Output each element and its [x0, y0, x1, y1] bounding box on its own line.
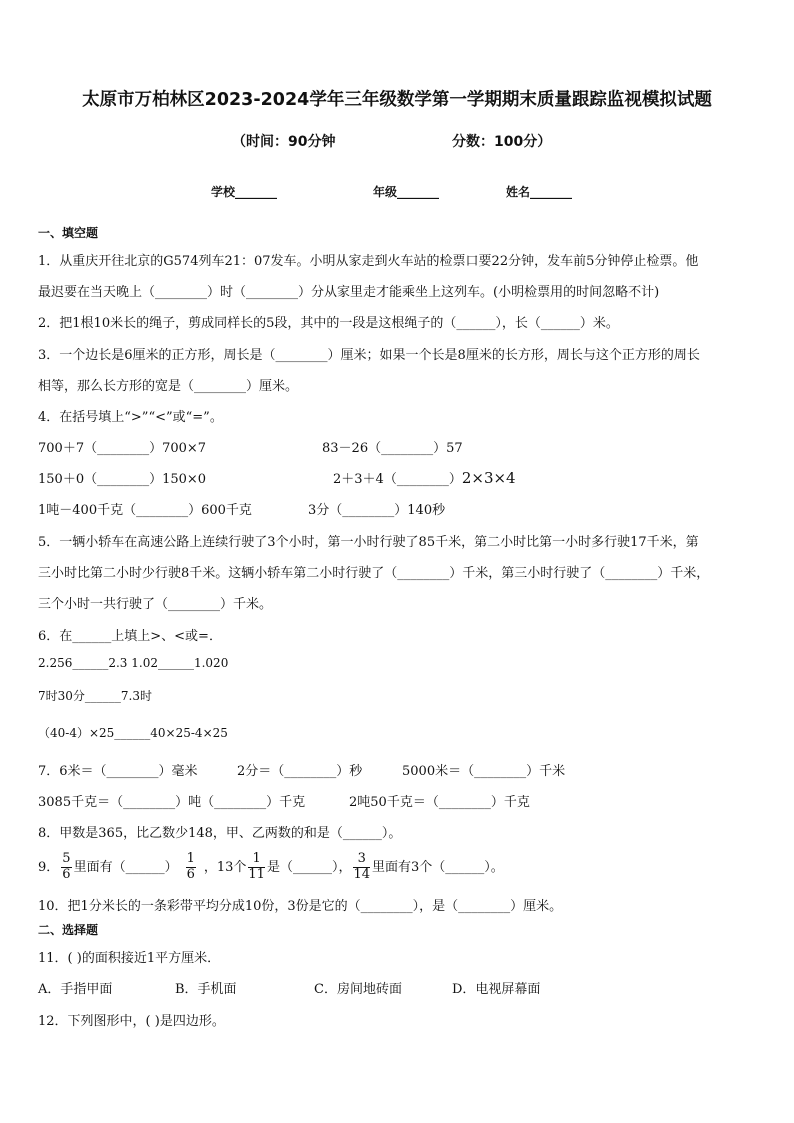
question-11-option-b[interactable]: B．手机面: [175, 982, 237, 997]
question-4-e: 1吨－400千克（________）600千克: [38, 503, 252, 518]
question-12-stem: 12．下列图形中，( )是四边形。: [38, 1014, 225, 1029]
exam-time: （时间：90分钟: [232, 134, 336, 150]
question-5-line-2: 三小时比第二小时少行驶8千米。这辆小轿车第二小时行驶了（________）千米，第三小时行驶了（________）千米，: [38, 566, 710, 581]
question-4-a: 700＋7（________）700×7: [38, 441, 207, 456]
question-11-stem: 11．( )的面积接近1平方厘米．: [38, 951, 221, 966]
question-6-stem: 6．在______上填上>、<或=．: [38, 629, 222, 644]
question-9-part-4: 是（______），: [266, 860, 352, 875]
fraction-denominator: 14: [353, 867, 371, 882]
fraction-3-14: [353, 852, 370, 883]
question-1-line-1: 1．从重庆开往北京的G574列车21：07发车。小明从家走到火车站的检票口要22分钟，发车前5分钟停止检票。他: [38, 254, 699, 269]
school-field: 学校_______: [211, 185, 278, 199]
fraction-5-6: [61, 852, 71, 883]
question-6-a: 2.256______2.3 1.02______1.020: [38, 656, 229, 670]
question-7-a: 7．6米＝（________）毫米: [38, 764, 198, 779]
exam-title: 太原市万柏林区2023-2024学年三年级数学第一学期期末质量跟踪监视模拟试题: [82, 90, 712, 110]
question-2: 2．把1根10米长的绳子，剪成同样长的5段，其中的一段是这根绳子的（______），长（______）米。: [38, 316, 619, 331]
question-4-d-right: 2×3×4: [461, 469, 516, 487]
fraction-numerator: 5: [62, 851, 71, 867]
question-11-option-c[interactable]: C．房间地砖面: [314, 982, 402, 997]
question-3-line-2: 相等，那么长方形的宽是（________）厘米。: [38, 379, 299, 394]
question-1-line-2: 最迟要在当天晚上（________）时（________）分从家里走才能乘坐上这列车。(小明检票用的时间忽略不计): [38, 285, 660, 300]
fraction-denominator: 6: [186, 867, 195, 882]
question-8: 8．甲数是365，比乙数少148，甲、乙两数的和是（______）。: [38, 826, 402, 841]
section-title-multiple-choice: 二、选择题: [38, 923, 99, 937]
question-7-e: 2吨50千克＝（________）千克: [349, 795, 530, 810]
question-9-part-5: 里面有3个（______）。: [372, 860, 504, 875]
question-7-b: 2分＝（________）秒: [237, 764, 363, 779]
fraction-numerator: 3: [353, 852, 370, 868]
question-6-c: （40-4）×25______40×25-4×25: [38, 726, 228, 740]
fraction-1-11: [248, 852, 265, 883]
question-7-d: 3085千克＝（________）吨（________）千克: [38, 795, 306, 810]
fraction-numerator: 1: [248, 852, 265, 868]
name-field: 姓名_______: [506, 185, 573, 199]
question-3-line-1: 3．一个边长是6厘米的正方形，周长是（________）厘米；如果一个长是8厘米的长方形，周长与这个正方形的周长: [38, 348, 700, 363]
question-4-b: 83－26（________）57: [322, 441, 463, 456]
question-4-stem: 4．在括号填上“>”“<”或“=”。: [38, 410, 223, 425]
question-5-line-1: 5．一辆小轿车在高速公路上连续行驶了3个小时，第一小时行驶了85千米，第二小时比第一小时多行驶17千米，第: [38, 535, 699, 550]
question-4-d: [333, 468, 516, 487]
section-title-fill-blank: 一、填空题: [38, 226, 99, 240]
fraction-1-6: [186, 852, 196, 883]
question-6-b: 7时30分______7.3时: [38, 689, 152, 703]
question-10: 10．把1分米长的一条彩带平均分成10份，3份是它的（________），是（________）厘米。: [38, 899, 563, 914]
question-4-f: 3分（________）140秒: [308, 503, 446, 518]
question-9: [38, 846, 504, 890]
question-5-line-3: 三个小时一共行驶了（________）千米。: [38, 597, 273, 612]
exam-score: 分数：100分）: [452, 134, 552, 150]
question-7-c: 5000米＝（________）千米: [402, 764, 566, 779]
fraction-denominator: 11: [248, 867, 265, 882]
question-11-option-d[interactable]: D．电视屏幕面: [452, 982, 541, 997]
question-4-d-left: 2＋3＋4（________）: [333, 472, 462, 487]
grade-field: 年级_______: [373, 185, 440, 199]
question-9-part-2: 里面有（______）: [73, 860, 178, 875]
question-9-part-3: ，13个: [203, 860, 247, 875]
question-4-c: 150＋0（________）150×0: [38, 472, 207, 487]
question-11-option-a[interactable]: A．手指甲面: [38, 982, 113, 997]
question-9-prefix: 9．: [38, 860, 60, 875]
fraction-denominator: 6: [62, 867, 71, 882]
fraction-numerator: 1: [186, 851, 195, 867]
